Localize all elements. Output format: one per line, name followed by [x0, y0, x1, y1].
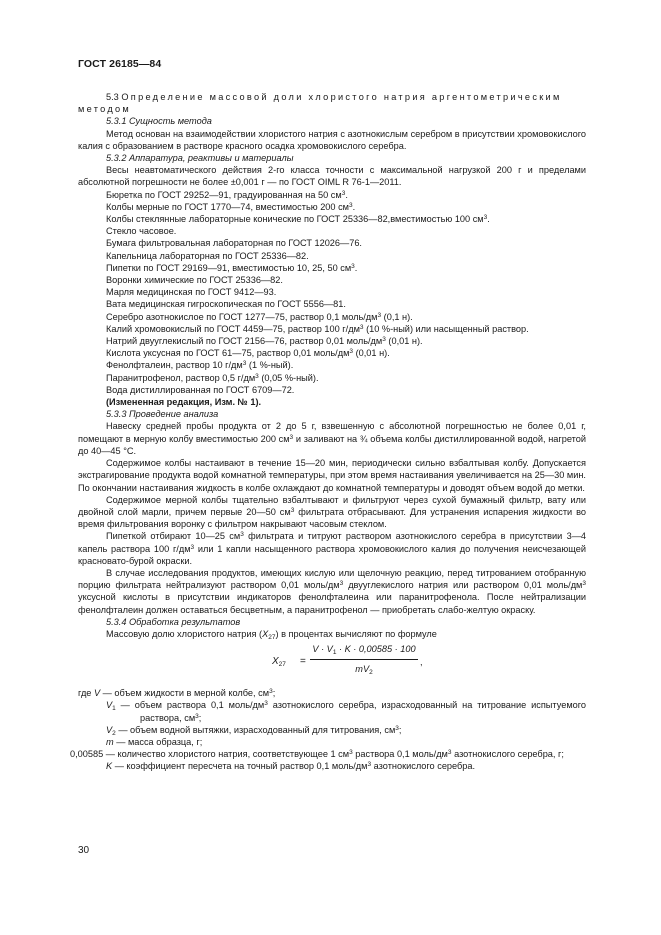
equipment-item: Вода дистиллированная по ГОСТ 6709—72.: [106, 384, 295, 395]
formula: [78, 641, 586, 685]
revision-note: (Измененная редакция, Изм. № 1).: [106, 397, 262, 408]
page-number: 30: [78, 845, 90, 856]
equipment-item: Пипетки по ГОСТ 29169—91, вместимостью 10, 25, 50 $см^3$.: [106, 262, 358, 273]
equipment-item: Натрий двууглекислый по ГОСТ 2156—76, раствор 0,01 моль/$дм^3$ (0,01 н).: [106, 336, 423, 347]
equipment-item: Капельница лабораторная по ГОСТ 25336—82.: [106, 250, 309, 261]
equipment-item: Серебро азотнокислое по ГОСТ 1277—75, раствор 0,1 моль/$дм^3$ (0,1 н).: [106, 311, 413, 322]
equipment-item: Бумага фильтровальная лабораторная по ГОСТ 12026—76.: [106, 238, 362, 249]
analysis-paragraph: Содержимое колбы настаивают в течение 15—20 мин, периодически сильно взбалтывая колбу. Допускается экстрагирование продукта водой комнатной температуры, при этом время настаивания увеличивается на 25—30 мин. По окончании настаивания жидкость в колбе охлаждают до комнатной температуры и доводят объем водой до метки.: [78, 458, 586, 493]
definition-K: K — коэффициент пересчета на точный раствор 0,1 моль/$дм^3$ азотнокислого серебра.: [106, 761, 476, 772]
analysis-paragraph: Содержимое мерной колбы тщательно взбалтывают и фильтруют через сухой бумажный фильтр, вату или двойной слой марли, причем первые 20—50 $см^3$ фильтрата отбрасывают. Для устранения испарения жидкости во время фильтрования воронку с фильтром накрывают часовым стеклом.: [78, 494, 586, 530]
definition-V: где V — объем жидкости в мерной колбе, $см^3$;: [78, 688, 276, 699]
document-body: [70, 91, 587, 773]
equipment-item: Калий хромовокислый по ГОСТ 4459—75, раствор 100 $г/дм^3$ (10 %-ный) или насыщенный раствор.: [106, 323, 529, 334]
equipment-item: Весы неавтоматического действия 2-го класса точности с максимальной нагрузкой 200 г и пределами абсолютной погрешности не более ±0,001 г — по ГОСТ OIML R 76-1—2011.: [78, 165, 586, 188]
definitions-list: [70, 687, 587, 772]
analysis-paragraph: Пипеткой отбирают 10—25 $см^3$ фильтрата и титруют раствором азотнокислого серебра в присутствии 3—4 капель раствора 100 $г/дм^3$ или 1 капли насыщенного раствора хромовокислого калия до получения неисчезающей красновато-бурой окраски.: [78, 531, 586, 566]
definition-m: m — масса образца, г;: [106, 736, 203, 747]
formula-equals: =: [300, 656, 306, 668]
formula-lhs: $X_{27}$: [272, 656, 286, 669]
equipment-item: Колбы стеклянные лабораторные конические по ГОСТ 25336—82,вместимостью 100 $см^3$.: [106, 214, 490, 225]
formula-fraction-bar: [310, 659, 418, 660]
definition-V1: $V_1$ — объем раствора 0,1 моль/$дм^3$ азотнокислого серебра, израсходованный на титрование испытуемого раствора, $см^3$;: [106, 700, 587, 723]
analysis-paragraph: Навеску средней пробы продукта от 2 до 5 г, взвешенную с абсолютной погрешностью не более 0,01 г, помещают в мерную колбу вместимостью 200 $см^3$ и заливают на ¾ объема колбы дистиллированной водой, нагретой до 40—45 °С.: [78, 421, 586, 456]
standard-header: ГОСТ 26185—84: [78, 58, 162, 70]
equipment-item: Марля медицинская по ГОСТ 9412—93.: [106, 287, 277, 298]
definition-V2: $V_2$ — объем водной вытяжки, израсходованный для титрования, $см^3$;: [106, 724, 402, 737]
analysis-paragraph: В случае исследования продуктов, имеющих кислую или щелочную реакцию, перед титрованием отобранную порцию фильтрата нейтрализуют раствором 0,01 моль/$дм^3$ двууглекислого натрия или раствором 0,01 моль/$дм^3$ уксусной кислоты в присутствии индикаторов фенолфталеина или паранитрофенола. После нейтрализации фенолфталеин должен оставаться бесцветным, а паранитрофенол — приобретать слабо-желтую окраску.: [78, 567, 586, 615]
subsection-531-title: 5.3.1 Сущность метода: [106, 116, 212, 127]
formula-numerator: $V \cdot V_1 \cdot K \cdot 0,00585 \cdot 100$: [312, 644, 416, 657]
section-title: 5.3 Определение массовой доли хлористого натрия аргентометрическим методом: [78, 92, 562, 115]
subsection-534-title: 5.3.4 Обработка результатов: [106, 616, 241, 627]
equipment-item: Фенолфталеин, раствор 10 $г/дм^3$ (1 %-ный).: [106, 360, 294, 371]
formula-comma: ,: [420, 657, 423, 668]
equipment-item: Кислота уксусная по ГОСТ 61—75, раствор 0,01 моль/$дм^3$ (0,01 н).: [106, 348, 390, 359]
formula-denominator: $mV_2$: [355, 664, 373, 677]
equipment-item: Воронки химические по ГОСТ 25336—82.: [106, 275, 283, 286]
equipment-item: Бюретка по ГОСТ 29252—91, градуированная на 50 $см^3$.: [106, 189, 348, 200]
subsection-533-title: 5.3.3 Проведение анализа: [106, 409, 219, 420]
method-essence-text: Метод основан на взаимодействии хлористого натрия с азотнокислым серебром в присутствии хромовокислого калия с образованием в растворе красного осадка хромовокислого серебра.: [78, 128, 586, 151]
definition-constant: 0,00585 — количество хлористого натрия, соответствующее 1 $см^3$ раствора 0,1 моль/$дм^3$ азотнокислого серебра, г;: [70, 749, 564, 760]
equipment-item: Колбы мерные по ГОСТ 1770—74, вместимостью 200 $см^3$.: [106, 201, 356, 212]
results-paragraph: Массовую долю хлористого натрия $(X_{27})$ в процентах вычисляют по формуле: [106, 628, 437, 641]
equipment-item: Паранитрофенол, раствор 0,5 $г/дм^3$ (0,05 %-ный).: [106, 372, 319, 383]
subsection-532-title: 5.3.2 Аппаратура, реактивы и материалы: [106, 153, 294, 164]
equipment-item: Стекло часовое.: [106, 226, 177, 237]
equipment-item: Вата медицинская гигроскопическая по ГОСТ 5556—81.: [106, 299, 346, 310]
